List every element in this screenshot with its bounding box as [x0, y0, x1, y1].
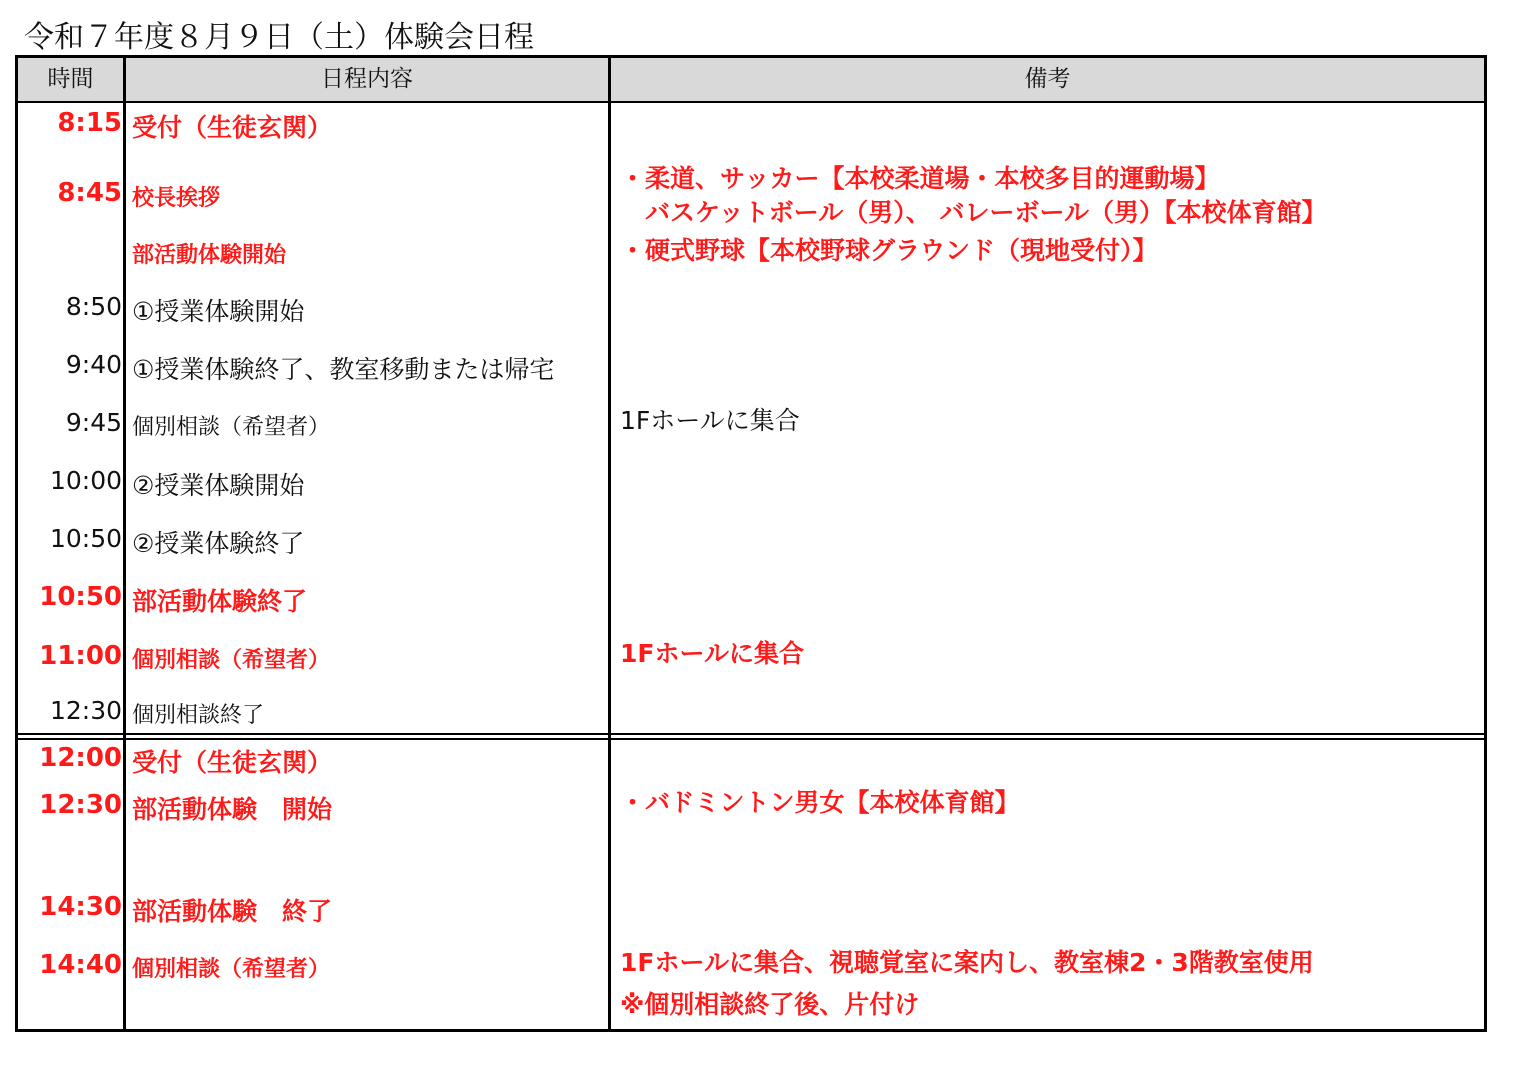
- row-content: ②授業体験終了: [132, 529, 305, 558]
- row-time: 12:00: [39, 743, 122, 773]
- schedule-table: [15, 55, 1487, 1032]
- section-divider: [18, 738, 1484, 740]
- row-content: 個別相談（希望者）: [132, 648, 331, 673]
- row-time: 8:45: [57, 178, 122, 208]
- row-content: ①授業体験開始: [132, 297, 305, 326]
- row-content: 校長挨拶: [132, 186, 221, 211]
- row-time: 9:45: [65, 408, 122, 437]
- row-content: 個別相談（希望者）: [132, 415, 331, 440]
- row-time: 10:00: [49, 466, 122, 495]
- section-divider: [18, 733, 1484, 735]
- row-content: 受付（生徒玄関）: [132, 748, 333, 777]
- row-time: 14:40: [39, 950, 122, 980]
- row-content: ①授業体験終了、教室移動または帰宅: [132, 355, 555, 384]
- row-time: 9:40: [65, 350, 122, 379]
- row-note: ・バドミントン男女【本校体育館】: [620, 788, 1020, 817]
- row-time: 11:00: [39, 641, 122, 671]
- header-content: 日程内容: [321, 66, 413, 92]
- row-content: 部活動体験終了: [132, 587, 308, 616]
- column-divider: [123, 58, 126, 1029]
- row-time: 8:50: [65, 292, 122, 321]
- row-note: 1Fホールに集合、視聴覚室に案内し、教室棟2・3階教室使用: [620, 948, 1314, 977]
- row-content: 部活動体験 終了: [132, 897, 333, 926]
- row-note: ※個別相談終了後、片付け: [620, 990, 920, 1019]
- row-note: ・柔道、サッカー【本校柔道場・本校多目的運動場】 バスケットボール（男）、 バレーボール（男）【本校体育館】: [620, 164, 1327, 227]
- header-notes: 備考: [1024, 66, 1071, 92]
- row-time: 14:30: [39, 892, 122, 922]
- header-time: 時間: [47, 66, 94, 92]
- row-time: 8:15: [57, 108, 122, 138]
- row-time: 10:50: [39, 582, 122, 612]
- table-header: [18, 58, 1484, 103]
- row-time: 12:30: [39, 790, 122, 820]
- row-content: ②授業体験開始: [132, 471, 305, 500]
- row-content: 部活動体験開始: [132, 243, 287, 268]
- row-content: 個別相談終了: [132, 703, 265, 728]
- row-note: ・硬式野球【本校野球グラウンド（現地受付）】: [620, 236, 1158, 265]
- row-note: 1Fホールに集合: [620, 639, 804, 668]
- page-title: 令和７年度８月９日（土）体験会日程: [24, 20, 534, 55]
- row-content: 部活動体験 開始: [132, 795, 333, 824]
- row-time: 12:30: [49, 696, 122, 725]
- row-content: 受付（生徒玄関）: [132, 113, 333, 142]
- row-note: 1Fホールに集合: [620, 406, 800, 435]
- row-time: 10:50: [49, 524, 122, 553]
- column-divider: [608, 58, 611, 1029]
- row-content: 個別相談（希望者）: [132, 957, 331, 982]
